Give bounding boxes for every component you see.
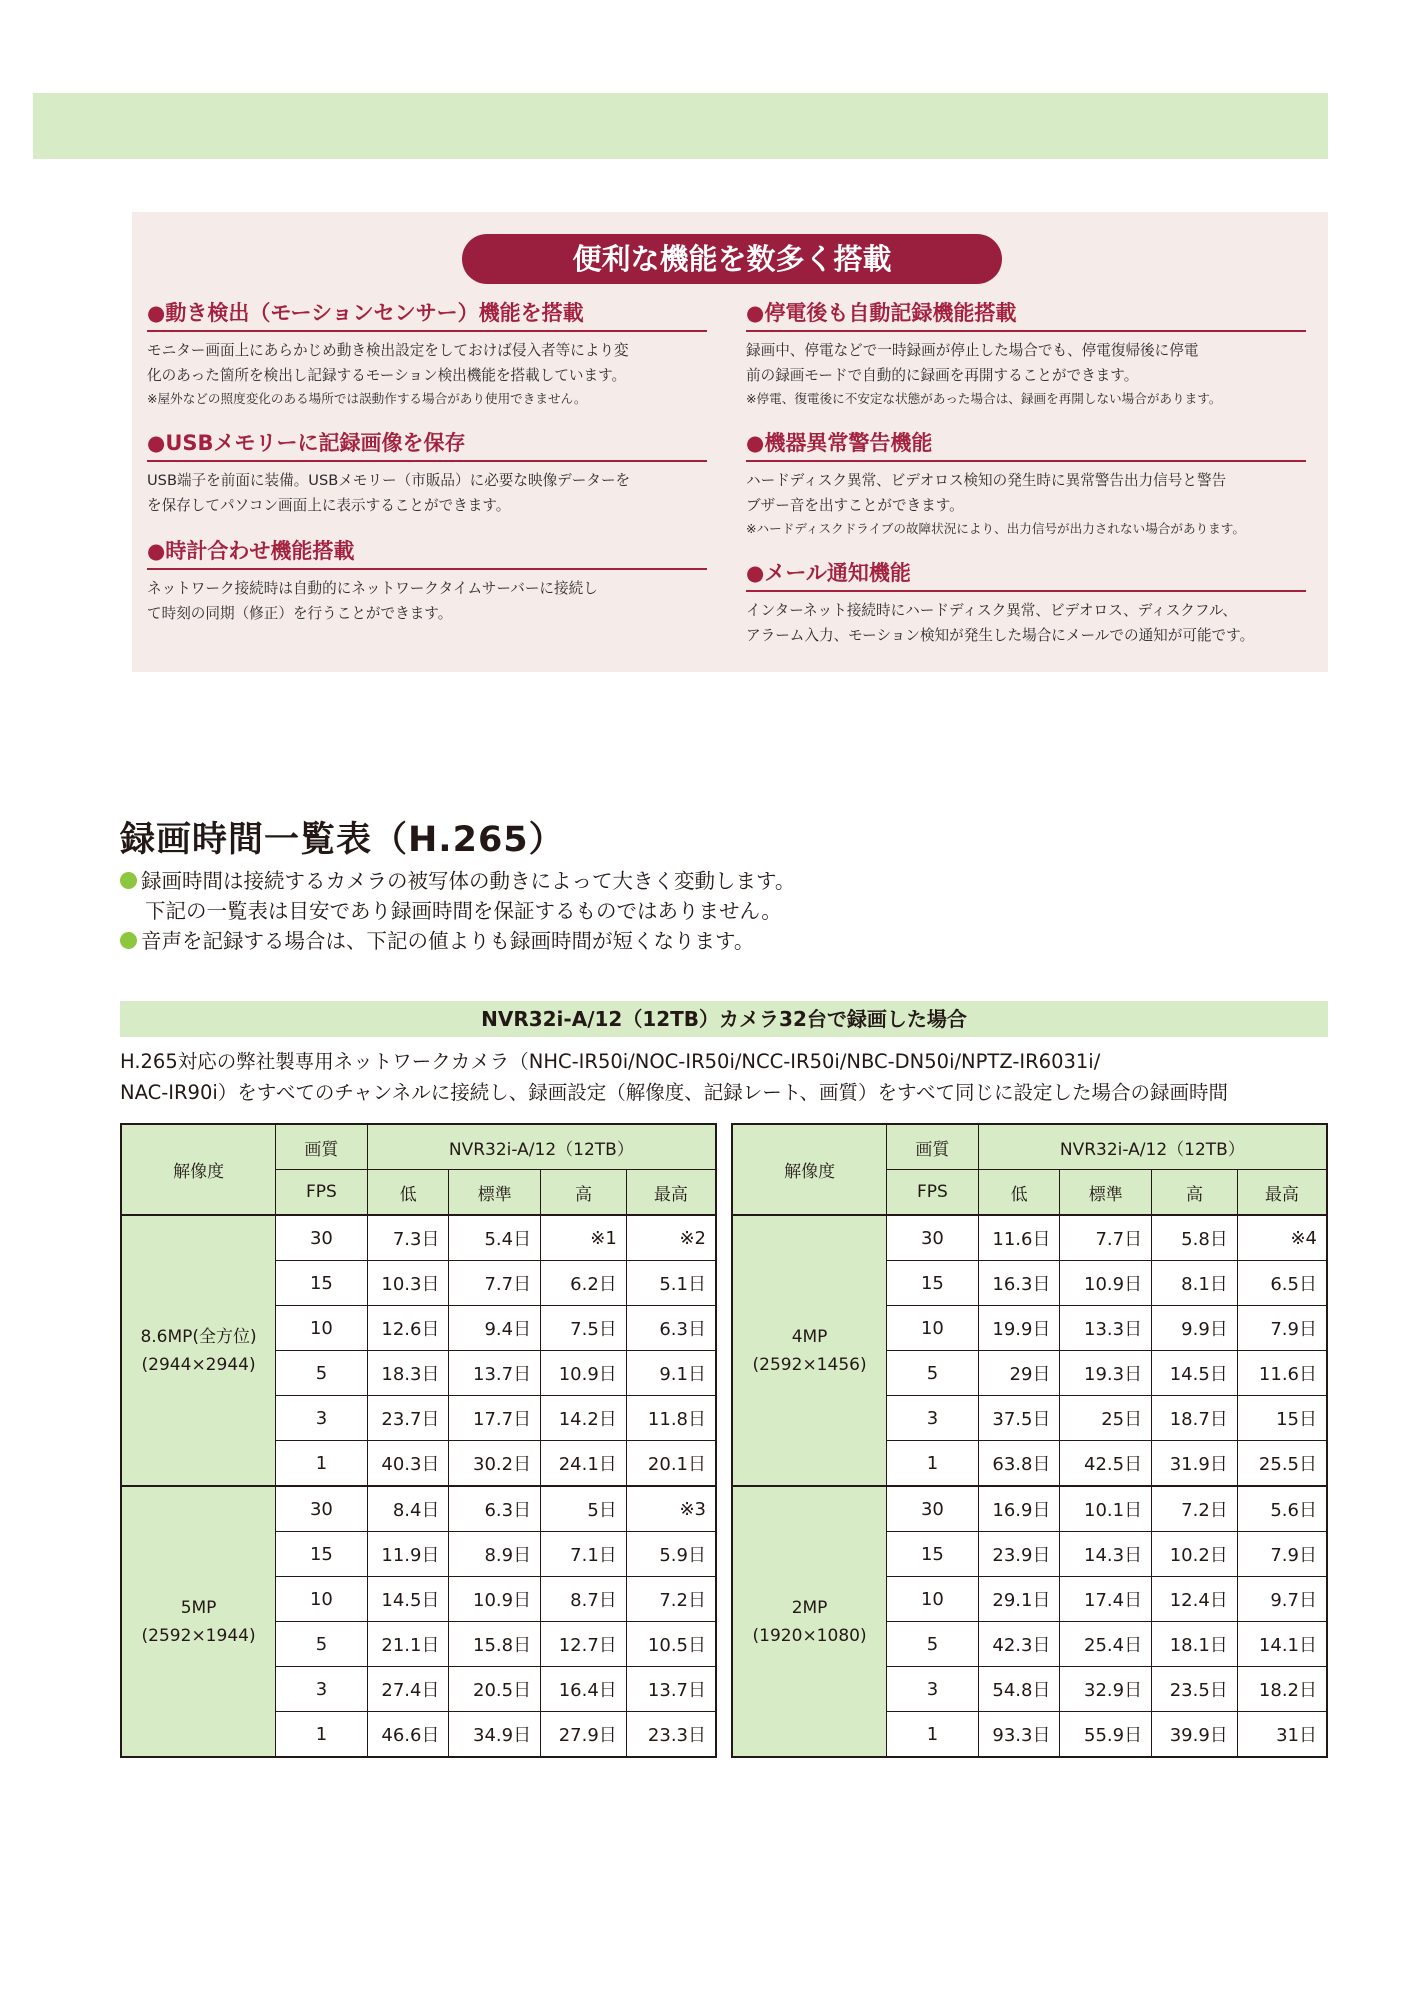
duration-cell: 8.4日 xyxy=(367,1486,449,1532)
duration-cell: 7.3日 xyxy=(367,1215,449,1261)
feature-power-recovery xyxy=(746,300,1306,410)
duration-cell: 14.1日 xyxy=(1237,1622,1327,1667)
feature-heading: ●USBメモリーに記録画像を保存 xyxy=(147,430,707,462)
features-title: 便利な機能を数多く搭載 xyxy=(462,234,1002,284)
fps-cell: 5 xyxy=(887,1351,979,1396)
duration-cell: 5.8日 xyxy=(1152,1215,1238,1261)
duration-cell: 7.5日 xyxy=(541,1306,627,1351)
duration-cell: ※3 xyxy=(626,1486,716,1532)
duration-cell: 42.5日 xyxy=(1060,1441,1152,1487)
header-highest: 最高 xyxy=(626,1170,716,1216)
features-right-column xyxy=(746,300,1306,668)
duration-cell: ※4 xyxy=(1237,1215,1327,1261)
feature-clock-sync xyxy=(147,538,707,626)
feature-text: ブザー音を出すことができます。 xyxy=(746,497,964,514)
feature-text: モニター画面上にあらかじめ動き検出設定をしておけば侵入者等により変 xyxy=(147,342,629,359)
resolution-pixels: (2592×1944) xyxy=(141,1625,256,1646)
duration-cell: 7.2日 xyxy=(1152,1486,1238,1532)
header-resolution: 解像度 xyxy=(121,1124,276,1215)
resolution-pixels: (1920×1080) xyxy=(752,1625,867,1646)
feature-note: ※停電、復電後に不安定な状態があった場合は、録画を再開しない場合があります。 xyxy=(746,391,1222,406)
duration-cell: 27.4日 xyxy=(367,1667,449,1712)
duration-cell: 8.9日 xyxy=(449,1532,541,1577)
fps-cell: 10 xyxy=(887,1577,979,1622)
resolution-pixels: (2592×1456) xyxy=(752,1354,867,1375)
table-description xyxy=(120,1046,1335,1108)
duration-cell: 12.6日 xyxy=(367,1306,449,1351)
duration-cell: 29日 xyxy=(978,1351,1060,1396)
header-highest: 最高 xyxy=(1237,1170,1327,1216)
feature-usb-memory xyxy=(147,430,707,518)
feature-heading: ●時計合わせ機能搭載 xyxy=(147,538,707,570)
feature-text: アラーム入力、モーション検知が発生した場合にメールでの通知が可能です。 xyxy=(746,627,1255,644)
duration-cell: 11.9日 xyxy=(367,1532,449,1577)
feature-text: 前の録画モードで自動的に録画を再開することができます。 xyxy=(746,367,1139,384)
feature-text: て時刻の同期（修正）を行うことができます。 xyxy=(147,605,453,622)
duration-cell: 37.5日 xyxy=(978,1396,1060,1441)
description-line: NAC-IR90i）をすべてのチャンネルに接続し、録画設定（解像度、記録レート、画質）をすべて同じに設定した場合の録画時間 xyxy=(120,1081,1229,1104)
fps-cell: 30 xyxy=(887,1215,979,1261)
duration-cell: 8.7日 xyxy=(541,1577,627,1622)
duration-cell: 5.1日 xyxy=(626,1261,716,1306)
feature-heading: ●機器異常警告機能 xyxy=(746,430,1306,462)
duration-cell: 19.9日 xyxy=(978,1306,1060,1351)
resolution-name: 5MP xyxy=(180,1597,217,1618)
note-text: 下記の一覧表は目安であり録画時間を保証するものではありません。 xyxy=(145,899,782,923)
header-model: NVR32i-A/12（12TB） xyxy=(367,1124,716,1170)
duration-cell: 5日 xyxy=(541,1486,627,1532)
duration-cell: 11.6日 xyxy=(1237,1351,1327,1396)
fps-cell: 15 xyxy=(276,1532,368,1577)
duration-cell: 14.5日 xyxy=(1152,1351,1238,1396)
duration-cell: 8.1日 xyxy=(1152,1261,1238,1306)
recording-title: 録画時間一覧表（H.265） xyxy=(120,820,565,860)
duration-cell: 7.1日 xyxy=(541,1532,627,1577)
header-band xyxy=(33,93,1328,159)
duration-cell: 30.2日 xyxy=(449,1441,541,1487)
table-row xyxy=(732,1215,1327,1261)
duration-cell: 7.9日 xyxy=(1237,1532,1327,1577)
duration-cell: 93.3日 xyxy=(978,1712,1060,1758)
header-model: NVR32i-A/12（12TB） xyxy=(978,1124,1327,1170)
fps-cell: 10 xyxy=(887,1306,979,1351)
duration-cell: 6.5日 xyxy=(1237,1261,1327,1306)
note-text: 音声を記録する場合は、下記の値よりも録画時間が短くなります。 xyxy=(141,929,755,953)
feature-device-alarm xyxy=(746,430,1306,540)
fps-cell: 3 xyxy=(887,1396,979,1441)
duration-cell: 24.1日 xyxy=(541,1441,627,1487)
duration-cell: 23.5日 xyxy=(1152,1667,1238,1712)
table-row xyxy=(732,1486,1327,1532)
header-high: 高 xyxy=(1152,1170,1238,1216)
feature-heading: ●メール通知機能 xyxy=(746,560,1306,592)
fps-cell: 30 xyxy=(276,1486,368,1532)
description-line: H.265対応の弊社製専用ネットワークカメラ（NHC-IR50i/NOC-IR50i/NCC-IR50i/NBC-DN50i/NPTZ-IR6031i/ xyxy=(120,1050,1101,1073)
fps-cell: 1 xyxy=(887,1712,979,1758)
table-caption: NVR32i-A/12（12TB）カメラ32台で録画した場合 xyxy=(120,1001,1328,1037)
resolution-cell xyxy=(732,1486,887,1757)
duration-cell: 13.7日 xyxy=(449,1351,541,1396)
duration-cell: 55.9日 xyxy=(1060,1712,1152,1758)
table-row xyxy=(121,1215,716,1261)
duration-cell: 17.4日 xyxy=(1060,1577,1152,1622)
duration-cell: 20.1日 xyxy=(626,1441,716,1487)
duration-cell: 5.9日 xyxy=(626,1532,716,1577)
duration-cell: 19.3日 xyxy=(1060,1351,1152,1396)
duration-cell: 7.7日 xyxy=(1060,1215,1152,1261)
duration-cell: 20.5日 xyxy=(449,1667,541,1712)
duration-cell: 10.9日 xyxy=(1060,1261,1152,1306)
duration-cell: 16.9日 xyxy=(978,1486,1060,1532)
duration-cell: 27.9日 xyxy=(541,1712,627,1758)
duration-cell: 6.3日 xyxy=(449,1486,541,1532)
duration-cell: 10.1日 xyxy=(1060,1486,1152,1532)
duration-cell: 23.7日 xyxy=(367,1396,449,1441)
fps-cell: 10 xyxy=(276,1306,368,1351)
duration-cell: 18.7日 xyxy=(1152,1396,1238,1441)
duration-cell: 23.9日 xyxy=(978,1532,1060,1577)
duration-cell: 13.7日 xyxy=(626,1667,716,1712)
duration-cell: 9.9日 xyxy=(1152,1306,1238,1351)
fps-cell: 15 xyxy=(887,1261,979,1306)
fps-cell: 30 xyxy=(276,1215,368,1261)
duration-cell: 10.3日 xyxy=(367,1261,449,1306)
feature-text: ネットワーク接続時は自動的にネットワークタイムサーバーに接続し xyxy=(147,580,598,597)
duration-cell: 16.3日 xyxy=(978,1261,1060,1306)
fps-cell: 1 xyxy=(887,1441,979,1487)
header-quality: 画質 xyxy=(887,1124,979,1170)
duration-cell: 6.2日 xyxy=(541,1261,627,1306)
duration-cell: 14.3日 xyxy=(1060,1532,1152,1577)
feature-mail-notice xyxy=(746,560,1306,648)
fps-cell: 3 xyxy=(887,1667,979,1712)
green-bullet-icon xyxy=(120,932,137,949)
duration-cell: 5.4日 xyxy=(449,1215,541,1261)
duration-cell: 29.1日 xyxy=(978,1577,1060,1622)
feature-text: を保存してパソコン画面上に表示することができます。 xyxy=(147,497,511,514)
duration-cell: 7.7日 xyxy=(449,1261,541,1306)
duration-cell: 34.9日 xyxy=(449,1712,541,1758)
duration-cell: 9.4日 xyxy=(449,1306,541,1351)
feature-text: 化のあった箇所を検出し記録するモーション検出機能を搭載しています。 xyxy=(147,367,627,384)
fps-cell: 1 xyxy=(276,1712,368,1758)
duration-cell: 10.5日 xyxy=(626,1622,716,1667)
feature-text: ハードディスク異常、ビデオロス検知の発生時に異常警告出力信号と警告 xyxy=(746,472,1227,489)
duration-cell: 39.9日 xyxy=(1152,1712,1238,1758)
duration-cell: 7.9日 xyxy=(1237,1306,1327,1351)
fps-cell: 15 xyxy=(276,1261,368,1306)
duration-cell: 15.8日 xyxy=(449,1622,541,1667)
duration-cell: 25.4日 xyxy=(1060,1622,1152,1667)
fps-cell: 30 xyxy=(887,1486,979,1532)
duration-cell: 14.2日 xyxy=(541,1396,627,1441)
recording-notes xyxy=(120,866,795,956)
duration-cell: ※1 xyxy=(541,1215,627,1261)
header-fps: FPS xyxy=(887,1170,979,1216)
duration-cell: 46.6日 xyxy=(367,1712,449,1758)
green-bullet-icon xyxy=(120,872,137,889)
duration-cell: 25.5日 xyxy=(1237,1441,1327,1487)
duration-cell: 17.7日 xyxy=(449,1396,541,1441)
feature-text: インターネット接続時にハードディスク異常、ビデオロス、ディスクフル、 xyxy=(746,602,1237,619)
header-standard: 標準 xyxy=(449,1170,541,1216)
feature-text: USB端子を前面に装備。USBメモリー（市販品）に必要な映像データーを xyxy=(147,472,631,489)
duration-cell: 16.4日 xyxy=(541,1667,627,1712)
recording-table-left xyxy=(120,1123,717,1758)
feature-note: ※屋外などの照度変化のある場所では誤動作する場合があり使用できません。 xyxy=(147,391,587,406)
fps-cell: 5 xyxy=(276,1351,368,1396)
duration-cell: 9.7日 xyxy=(1237,1577,1327,1622)
duration-cell: 63.8日 xyxy=(978,1441,1060,1487)
duration-cell: 11.8日 xyxy=(626,1396,716,1441)
duration-cell: 5.6日 xyxy=(1237,1486,1327,1532)
duration-cell: 13.3日 xyxy=(1060,1306,1152,1351)
feature-text: 録画中、停電などで一時録画が停止した場合でも、停電復帰後に停電 xyxy=(746,342,1199,359)
duration-cell: 18.1日 xyxy=(1152,1622,1238,1667)
duration-cell: ※2 xyxy=(626,1215,716,1261)
header-low: 低 xyxy=(367,1170,449,1216)
duration-cell: 40.3日 xyxy=(367,1441,449,1487)
fps-cell: 5 xyxy=(887,1622,979,1667)
resolution-name: 8.6MP(全方位) xyxy=(140,1326,257,1347)
duration-cell: 6.3日 xyxy=(626,1306,716,1351)
duration-cell: 15日 xyxy=(1237,1396,1327,1441)
feature-note: ※ハードディスクドライブの故障状況により、出力信号が出力されない場合があります。 xyxy=(746,521,1245,536)
fps-cell: 3 xyxy=(276,1667,368,1712)
header-resolution: 解像度 xyxy=(732,1124,887,1215)
fps-cell: 10 xyxy=(276,1577,368,1622)
resolution-pixels: (2944×2944) xyxy=(141,1354,256,1375)
fps-cell: 1 xyxy=(276,1441,368,1487)
resolution-name: 4MP xyxy=(791,1326,828,1347)
duration-cell: 32.9日 xyxy=(1060,1667,1152,1712)
header-quality: 画質 xyxy=(276,1124,368,1170)
features-left-column xyxy=(147,300,707,646)
duration-cell: 9.1日 xyxy=(626,1351,716,1396)
duration-cell: 12.7日 xyxy=(541,1622,627,1667)
duration-cell: 10.2日 xyxy=(1152,1532,1238,1577)
duration-cell: 10.9日 xyxy=(449,1577,541,1622)
header-low: 低 xyxy=(978,1170,1060,1216)
duration-cell: 14.5日 xyxy=(367,1577,449,1622)
header-high: 高 xyxy=(541,1170,627,1216)
duration-cell: 31日 xyxy=(1237,1712,1327,1758)
recording-table-right xyxy=(731,1123,1328,1758)
features-panel xyxy=(132,212,1328,672)
feature-heading: ●停電後も自動記録機能搭載 xyxy=(746,300,1306,332)
duration-cell: 12.4日 xyxy=(1152,1577,1238,1622)
duration-cell: 18.3日 xyxy=(367,1351,449,1396)
duration-cell: 21.1日 xyxy=(367,1622,449,1667)
header-fps: FPS xyxy=(276,1170,368,1216)
fps-cell: 15 xyxy=(887,1532,979,1577)
header-standard: 標準 xyxy=(1060,1170,1152,1216)
duration-cell: 42.3日 xyxy=(978,1622,1060,1667)
duration-cell: 7.2日 xyxy=(626,1577,716,1622)
resolution-name: 2MP xyxy=(791,1597,828,1618)
duration-cell: 18.2日 xyxy=(1237,1667,1327,1712)
duration-cell: 10.9日 xyxy=(541,1351,627,1396)
duration-cell: 25日 xyxy=(1060,1396,1152,1441)
feature-motion-detection xyxy=(147,300,707,410)
duration-cell: 31.9日 xyxy=(1152,1441,1238,1487)
table-row xyxy=(121,1486,716,1532)
duration-cell: 11.6日 xyxy=(978,1215,1060,1261)
resolution-cell xyxy=(732,1215,887,1486)
resolution-cell xyxy=(121,1215,276,1486)
fps-cell: 5 xyxy=(276,1622,368,1667)
note-text: 録画時間は接続するカメラの被写体の動きによって大きく変動します。 xyxy=(141,869,796,893)
duration-cell: 23.3日 xyxy=(626,1712,716,1758)
resolution-cell xyxy=(121,1486,276,1757)
fps-cell: 3 xyxy=(276,1396,368,1441)
feature-heading: ●動き検出（モーションセンサー）機能を搭載 xyxy=(147,300,707,332)
duration-cell: 54.8日 xyxy=(978,1667,1060,1712)
